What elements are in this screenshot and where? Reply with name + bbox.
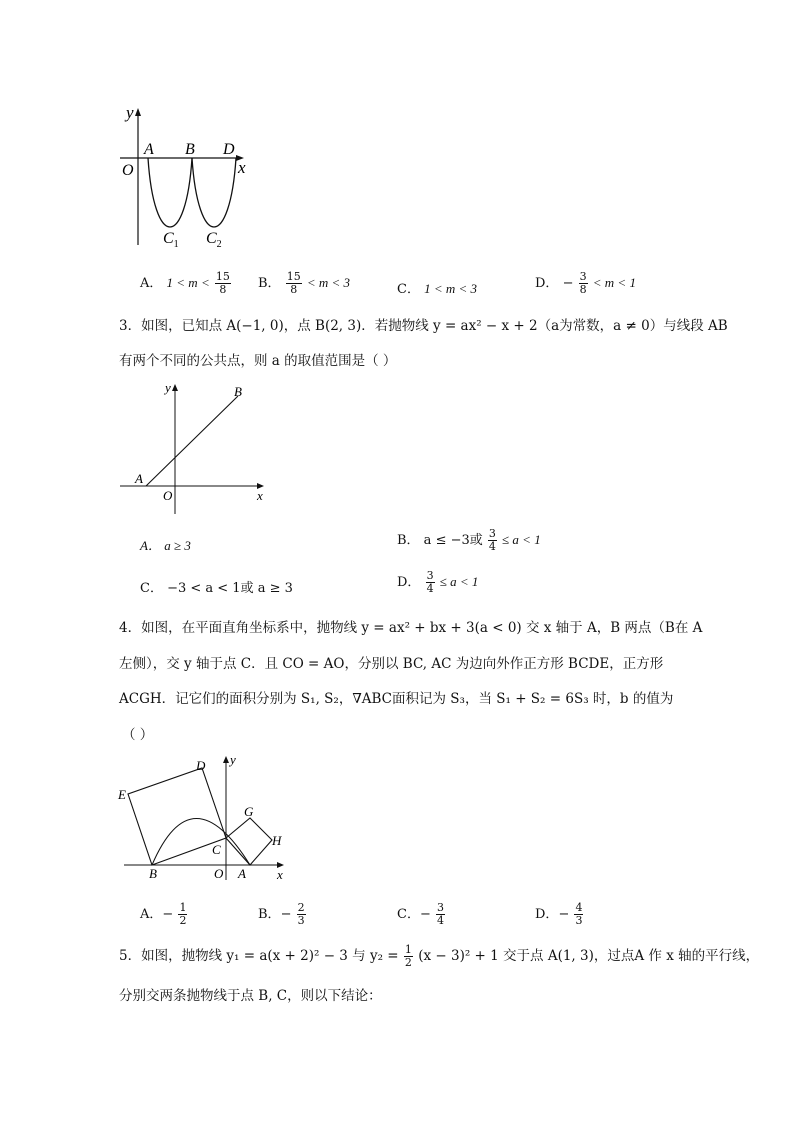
q2-option-a: A． 1 < m < $\frac{15}{8}$ xyxy=(140,270,230,296)
q3-option-b: B． a ≤ −3或 $\frac{3}{4}$ ≤ a < 1 xyxy=(397,527,541,553)
q2-y-arrow xyxy=(135,108,141,116)
q4-figure xyxy=(112,752,297,885)
q4-label-e: E xyxy=(118,787,126,802)
q2-label-y: y xyxy=(126,103,134,122)
q3-label-b: B xyxy=(234,384,242,399)
q2-label-d: D xyxy=(223,141,235,158)
q2-label-c2: $C_2$ xyxy=(206,230,222,250)
q4-option-c: C．− $\frac{3}{4}$ xyxy=(397,901,444,927)
q3-label-x: x xyxy=(257,488,263,503)
q3-y-arrow xyxy=(172,384,178,391)
q4-label-g: G xyxy=(244,804,254,819)
q2-label-a: A xyxy=(144,141,154,158)
q2-parabola-c2 xyxy=(192,158,236,227)
q4-option-b: B．− $\frac{2}{3}$ xyxy=(258,901,305,927)
q2-label-x: x xyxy=(238,158,246,177)
q4-label-h: H xyxy=(272,833,282,848)
q4-option-a: A．− $\frac{1}{2}$ xyxy=(140,901,187,927)
q4-stem-line3: ACGH．记它们的面积分别为 S₁, S₂，∇ABC面积记为 S₃，当 S₁ + S₂ = 6S₃ 时，b 的值为 xyxy=(119,691,674,707)
q2-figure xyxy=(110,100,260,255)
q4-label-a: A xyxy=(238,866,246,881)
q2-label-o: O xyxy=(122,162,134,179)
q2-option-c: C． 1 < m < 3 xyxy=(397,281,478,297)
q4-label-b: B xyxy=(149,866,157,881)
q3-option-c: C． −3 < a < 1或 a ≥ 3 xyxy=(140,581,293,596)
q4-y-arrow xyxy=(223,756,229,763)
q3-option-a: A． a ≥ 3 xyxy=(140,538,191,553)
q4-parabola xyxy=(152,819,250,866)
q4-option-d: D．− $\frac{4}{3}$ xyxy=(535,901,583,927)
q3-segment-ab xyxy=(146,396,238,486)
q4-stem-line4: （ ） xyxy=(122,727,154,743)
q5-stem-line1: 5．如图，抛物线 y₁ = a(x + 2)² − 3 与 y₂ = $\frac{1}{2}$ (x − 3)² + 1 交于点 A(1, 3)，过点A 作 x 轴的平行线， xyxy=(119,943,760,969)
q2-label-c1: $C_1$ xyxy=(163,230,179,250)
q2-parabola-c1 xyxy=(148,158,192,227)
q2-label-b: B xyxy=(185,141,195,158)
q4-stem-line2: 左侧），交 y 轴于点 C．且 CO = AO，分别以 BC, AC 为边向外作正方形 BCDE，正方形 xyxy=(119,656,664,672)
q2-option-d: D． − $\frac{3}{8}$ < m < 1 xyxy=(535,270,636,296)
q3-label-o: O xyxy=(163,488,173,503)
q4-label-x: x xyxy=(277,867,283,882)
q3-option-d: D． $\frac{3}{4}$ ≤ a < 1 xyxy=(397,569,479,595)
q4-label-y: y xyxy=(230,752,236,767)
q3-label-a: A xyxy=(135,471,143,486)
q2-option-b: B． $\frac{15}{8}$ < m < 3 xyxy=(258,270,351,296)
q3-figure xyxy=(112,376,277,521)
q3-stem-line2: 有两个不同的公共点，则 a 的取值范围是（ ） xyxy=(119,353,397,369)
q5-stem-line2: 分别交两条抛物线于点 B, C，则以下结论： xyxy=(119,988,382,1004)
q3-stem-line1: 3．如图，已知点 A(−1, 0)，点 B(2, 3)．若抛物线 y = ax² − x + 2（a为常数，a ≠ 0）与线段 AB xyxy=(119,318,728,334)
q4-label-d: D xyxy=(196,758,206,773)
q4-stem-line1: 4．如图，在平面直角坐标系中，抛物线 y = ax² + bx + 3(a < 0) 交 x 轴于 A，B 两点（B在 A xyxy=(119,620,703,636)
q4-label-c: C xyxy=(212,842,221,857)
q3-label-y: y xyxy=(165,380,171,395)
q4-label-o: O xyxy=(214,866,224,881)
